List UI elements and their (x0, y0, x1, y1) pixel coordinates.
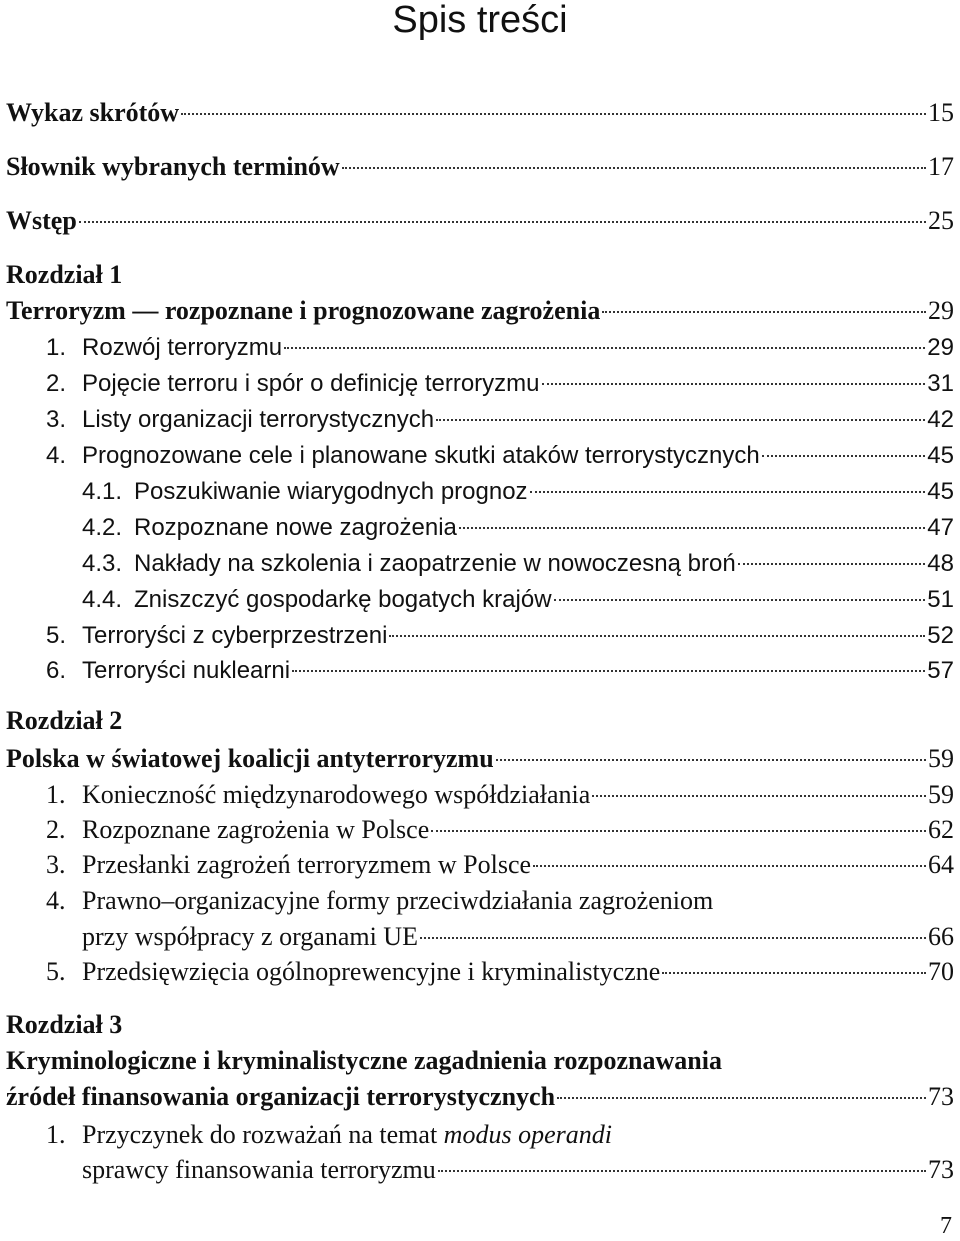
toc-entry-page: 52 (927, 622, 954, 649)
toc-entry-text: Terroryści z cyberprzestrzeni (82, 622, 388, 649)
toc-entry-page: 45 (927, 442, 954, 469)
toc-entry-number: 5. (46, 957, 66, 986)
dot-leader (79, 219, 926, 223)
chapter-label: Rozdział 2 (6, 706, 123, 735)
toc-entry-text: Poszukiwanie wiarygodnych prognoz (134, 478, 528, 505)
toc-entry-number: 2. (46, 815, 66, 844)
chapter-title: źródeł finansowania organizacji terrorystycznych (6, 1082, 556, 1111)
toc-entry-page: 48 (927, 550, 954, 577)
toc-entry-number: 2. (46, 370, 67, 397)
dot-leader (554, 597, 926, 601)
toc-entry-page: 66 (928, 922, 954, 951)
toc-subentry[interactable] (6, 547, 954, 581)
toc-entry[interactable] (6, 955, 954, 989)
toc-entry[interactable] (6, 439, 954, 473)
toc-entry-page: 73 (928, 1082, 954, 1111)
toc-entry-page: 15 (928, 98, 954, 127)
toc-entry-page: 59 (928, 744, 954, 773)
toc-entry-number: 4. (46, 886, 66, 915)
toc-entry-number: 4.4. (82, 586, 123, 613)
dot-leader (533, 863, 926, 867)
toc-entry-number: 5. (46, 622, 67, 649)
dot-leader (438, 1168, 926, 1172)
toc-entry-page: 51 (927, 586, 954, 613)
toc-entry-text: Konieczność międzynarodowego współdziałania (82, 780, 591, 809)
toc-entry-page: 47 (927, 514, 954, 541)
toc-entry-text: Terroryści nuklearni (82, 657, 291, 684)
toc-entry-page: 59 (928, 780, 954, 809)
dot-leader (557, 1095, 926, 1099)
dot-leader (738, 561, 926, 565)
toc-entry[interactable] (6, 778, 954, 812)
toc-entry-number: 3. (46, 850, 66, 879)
toc-entry-page: 57 (927, 657, 954, 684)
dot-leader (530, 489, 926, 493)
toc-entry[interactable] (82, 1153, 954, 1187)
toc-entry-number: 1. (46, 1120, 66, 1149)
dot-leader (284, 345, 925, 349)
toc-entry-text: Prawno–organizacyjne formy przeciwdziałania zagrożeniom (82, 886, 714, 915)
toc-entry-text: Nakłady na szkolenia i zaopatrzenie w nowoczesną broń (134, 550, 736, 577)
chapter-title-entry[interactable] (6, 742, 954, 776)
toc-entry-number: 4.2. (82, 514, 123, 541)
toc-subentry[interactable] (6, 511, 954, 545)
toc-entry-text: Pojęcie terroru i spór o definicję terroryzmu (82, 370, 540, 397)
toc-entry-number: 4.1. (82, 478, 123, 505)
dot-leader (459, 525, 925, 529)
dot-leader (602, 309, 926, 313)
toc-entry-text: Przesłanki zagrożeń terroryzmem w Polsce (82, 850, 532, 879)
toc-entry-number: 1. (46, 780, 66, 809)
chapter-title-entry[interactable] (6, 294, 954, 328)
toc-entry[interactable] (6, 150, 954, 184)
chapter-title: Terroryzm — rozpoznane i prognozowane zagrożenia (6, 296, 601, 325)
toc-entry-text: Wstęp (6, 206, 77, 235)
toc-entry-text: Wykaz skrótów (6, 98, 180, 127)
toc-entry-number: 1. (46, 334, 67, 361)
toc-entry-text: Rozwój terroryzmu (82, 334, 283, 361)
toc-entry-page: 45 (927, 478, 954, 505)
toc-entry-page: 73 (928, 1155, 954, 1184)
toc-entry-number: 3. (46, 406, 67, 433)
toc-entry[interactable] (6, 204, 954, 238)
toc-entry-text: Słownik wybranych terminów (6, 152, 340, 181)
toc-entry-text: Zniszczyć gospodarkę bogatych krajów (134, 586, 552, 613)
toc-entry-number: 4.3. (82, 550, 123, 577)
toc-entry-line1[interactable] (6, 1118, 612, 1152)
toc-entry-line1[interactable] (6, 884, 713, 918)
toc-entry-page: 64 (928, 850, 954, 879)
chapter-label: Rozdział 3 (6, 1010, 123, 1039)
toc-entry[interactable] (6, 813, 954, 847)
dot-leader (496, 757, 926, 761)
toc-entry[interactable] (6, 331, 954, 365)
page-number: 7 (940, 1213, 952, 1239)
toc-entry-text: sprawcy finansowania terroryzmu (82, 1155, 436, 1184)
toc-entry-page: 42 (927, 406, 954, 433)
dot-leader (420, 935, 926, 939)
toc-entry-page: 70 (928, 957, 954, 986)
dot-leader (762, 453, 926, 457)
toc-entry[interactable] (6, 367, 954, 401)
toc-subentry[interactable] (6, 475, 954, 509)
toc-entry[interactable] (6, 619, 954, 653)
chapter-title: Polska w światowej koalicji antyterroryzmu (6, 744, 494, 773)
dot-leader (542, 381, 926, 385)
dot-leader (592, 793, 926, 797)
toc-entry-number: 4. (46, 442, 67, 469)
page-title: Spis treści (392, 0, 568, 41)
toc-entry[interactable] (6, 403, 954, 437)
toc-entry-page: 62 (928, 815, 954, 844)
chapter-label: Rozdział 1 (6, 260, 123, 289)
toc-entry-text: Rozpoznane nowe zagrożenia (134, 514, 457, 541)
toc-entry-text-italic: modus operandi (443, 1120, 612, 1149)
toc-entry[interactable] (6, 96, 954, 130)
toc-entry-number: 6. (46, 657, 67, 684)
toc-entry-page: 29 (928, 296, 954, 325)
dot-leader (662, 970, 926, 974)
toc-entry-text: przy współpracy z organami UE (82, 922, 418, 951)
toc-entry-page: 25 (928, 206, 954, 235)
toc-entry-page: 17 (928, 152, 954, 181)
toc-entry-page: 29 (927, 334, 954, 361)
dot-leader (436, 417, 925, 421)
toc-entry[interactable] (82, 920, 954, 954)
dot-leader (181, 111, 926, 115)
dot-leader (389, 633, 925, 637)
toc-entry-text: Przyczynek do rozważań na temat (82, 1120, 444, 1149)
toc-subentry[interactable] (6, 583, 954, 617)
chapter-title-entry[interactable] (6, 1080, 954, 1114)
toc-entry-text: Rozpoznane zagrożenia w Polsce (82, 815, 430, 844)
toc-entry[interactable] (6, 848, 954, 882)
dot-leader (431, 828, 926, 832)
chapter-title-line1: Kryminologiczne i kryminalistyczne zagadnienia rozpoznawania (6, 1046, 722, 1075)
toc-entry-text: Przedsięwzięcia ogólnoprewencyjne i kryminalistyczne (82, 957, 661, 986)
toc-entry-text: Prognozowane cele i planowane skutki ataków terrorystycznych (82, 442, 760, 469)
toc-entry-text: Listy organizacji terrorystycznych (82, 406, 435, 433)
dot-leader (292, 668, 925, 672)
toc-entry-page: 31 (927, 370, 954, 397)
dot-leader (342, 165, 926, 169)
toc-entry[interactable] (6, 654, 954, 688)
